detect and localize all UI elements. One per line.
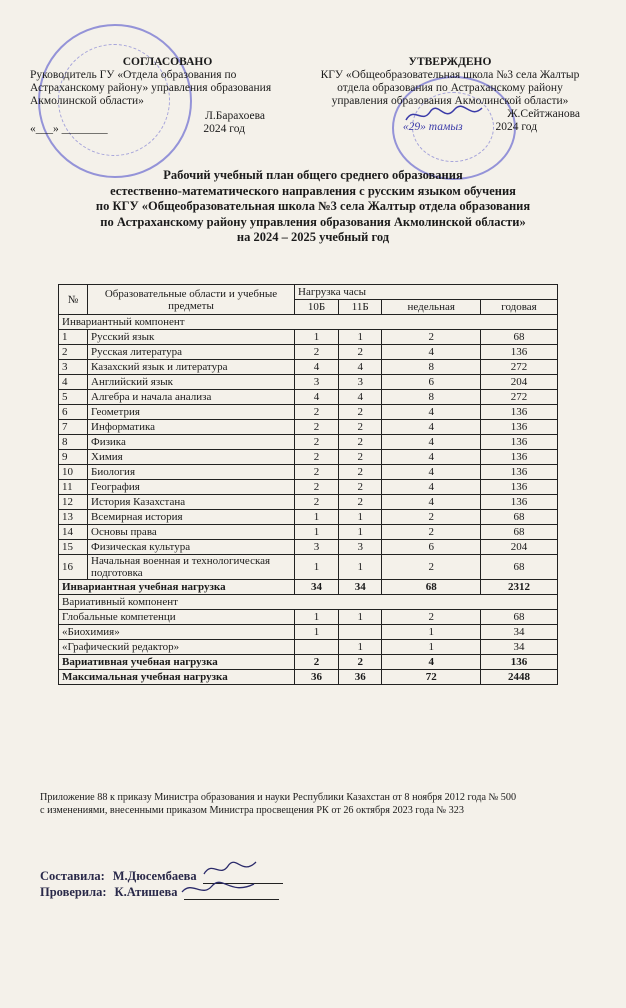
row-10b: 1	[295, 525, 339, 540]
table-row	[59, 375, 558, 390]
row-year: 136	[480, 465, 557, 480]
max-total-row-label: Максимальная учебная нагрузка	[59, 670, 295, 685]
approval-left-date: «___» ________	[30, 123, 108, 135]
row-week: 4	[382, 405, 481, 420]
approval-right-year: 2024 год	[495, 121, 538, 133]
invariant-total-row-c11: 34	[339, 580, 382, 595]
row-year: 136	[480, 420, 557, 435]
row-10b: 2	[295, 495, 339, 510]
row-subject: Физическая культура	[88, 540, 295, 555]
row-10b: 4	[295, 360, 339, 375]
row-number: 6	[59, 405, 88, 420]
table-row	[59, 435, 558, 450]
approval-left-line: Акмолинской области»	[30, 95, 144, 107]
row-11b: 4	[339, 390, 382, 405]
row-subject: Русская литература	[88, 345, 295, 360]
row-number: 3	[59, 360, 88, 375]
row-10b: 2	[295, 480, 339, 495]
row-year: 136	[480, 450, 557, 465]
row-week: 4	[382, 345, 481, 360]
row-10b: 3	[295, 540, 339, 555]
row-number: 4	[59, 375, 88, 390]
row-week: 4	[382, 480, 481, 495]
row-subject: Химия	[88, 450, 295, 465]
row-week: 4	[382, 495, 481, 510]
table-row	[59, 330, 558, 345]
table-row	[59, 345, 558, 360]
table-row	[59, 640, 558, 655]
row-year: 68	[480, 610, 557, 625]
row-subject: Русский язык	[88, 330, 295, 345]
row-c11: 1	[339, 610, 382, 625]
title-line: по КГУ «Общеобразовательная школа №3 села Жалтыр отдела образования	[95, 199, 531, 213]
row-10b: 1	[295, 510, 339, 525]
row-c10: 1	[295, 610, 339, 625]
row-week: 2	[382, 525, 481, 540]
variative-total-row-week: 4	[382, 655, 481, 670]
row-10b: 1	[295, 555, 339, 580]
row-c10	[295, 640, 339, 655]
row-10b: 2	[295, 420, 339, 435]
footnote	[40, 792, 600, 817]
composed-name: М.Дюсембаева	[112, 869, 197, 883]
row-year: 136	[480, 345, 557, 360]
approval-right-line: КГУ «Общеобразовательная школа №3 села Жалтыр	[320, 69, 580, 81]
row-number: 8	[59, 435, 88, 450]
row-year: 34	[480, 640, 557, 655]
curriculum-table	[58, 284, 558, 685]
table-row	[59, 540, 558, 555]
row-number: 2	[59, 345, 88, 360]
row-year: 204	[480, 375, 557, 390]
row-year: 68	[480, 525, 557, 540]
row-week: 6	[382, 375, 481, 390]
row-subject: Казахский язык и литература	[88, 360, 295, 375]
row-week: 4	[382, 420, 481, 435]
row-11b: 1	[339, 555, 382, 580]
row-year: 204	[480, 540, 557, 555]
variative-section	[59, 595, 558, 610]
row-c10: 1	[295, 625, 339, 640]
row-subject: Основы права	[88, 525, 295, 540]
approval-right-title: УТВЕРЖДЕНО	[408, 56, 492, 68]
row-year: 136	[480, 405, 557, 420]
row-subject: Физика	[88, 435, 295, 450]
row-subject: Геометрия	[88, 405, 295, 420]
title-line: на 2024 – 2025 учебный год	[236, 230, 390, 244]
row-subject: История Казахстана	[88, 495, 295, 510]
composed-signature-icon	[200, 856, 260, 880]
table-row	[59, 405, 558, 420]
approval-left-title: СОГЛАСОВАНО	[122, 56, 213, 68]
row-year: 68	[480, 510, 557, 525]
table-row	[59, 390, 558, 405]
row-10b: 1	[295, 330, 339, 345]
variative-total-row	[59, 655, 558, 670]
row-subject: Информатика	[88, 420, 295, 435]
approval-right-line: управления образования Акмолинской области»	[331, 95, 569, 107]
row-11b: 2	[339, 405, 382, 420]
row-year: 68	[480, 330, 557, 345]
table-row	[59, 465, 558, 480]
row-11b: 2	[339, 345, 382, 360]
row-11b: 2	[339, 465, 382, 480]
approval-left-line: Астраханскому району» управления образования	[30, 82, 272, 94]
checked-name: К.Атишева	[114, 885, 178, 899]
row-10b: 2	[295, 435, 339, 450]
row-c11: 1	[339, 640, 382, 655]
table-row	[59, 360, 558, 375]
row-c11	[339, 625, 382, 640]
row-year: 136	[480, 480, 557, 495]
approval-right-line: отдела образования по Астраханскому району	[337, 82, 563, 94]
row-10b: 2	[295, 405, 339, 420]
title-line: Рабочий учебный план общего среднего образования	[163, 168, 463, 182]
row-11b: 3	[339, 375, 382, 390]
row-week: 1	[382, 640, 481, 655]
row-11b: 2	[339, 450, 382, 465]
row-week: 2	[382, 555, 481, 580]
header-number: №	[59, 285, 88, 315]
header-col-year: годовая	[480, 300, 557, 315]
table-row	[59, 495, 558, 510]
variative-total-row-year: 136	[480, 655, 557, 670]
row-week: 6	[382, 540, 481, 555]
row-10b: 3	[295, 375, 339, 390]
footnote-line: с изменениями, внесенными приказом Министра просвещения РК от 26 октября 2023 года № 323	[40, 804, 464, 816]
invariant-total-row-c10: 34	[295, 580, 339, 595]
checked-label: Проверила:	[40, 885, 107, 899]
row-year: 136	[480, 435, 557, 450]
composed-label: Составила:	[40, 869, 105, 883]
row-subject: Биология	[88, 465, 295, 480]
row-11b: 2	[339, 420, 382, 435]
row-number: 13	[59, 510, 88, 525]
approval-left-signer: Л.Барахоева	[205, 110, 265, 122]
row-week: 8	[382, 390, 481, 405]
row-11b: 2	[339, 480, 382, 495]
row-subject: «Биохимия»	[59, 625, 295, 640]
row-11b: 4	[339, 360, 382, 375]
row-year: 136	[480, 495, 557, 510]
header-col-week: недельная	[382, 300, 481, 315]
row-number: 10	[59, 465, 88, 480]
invariant-total-row-week: 68	[382, 580, 481, 595]
table-row	[59, 625, 558, 640]
row-year: 68	[480, 555, 557, 580]
invariant-total-row	[59, 580, 558, 595]
row-week: 8	[382, 360, 481, 375]
max-total-row-year: 2448	[480, 670, 557, 685]
title-line: по Астраханскому району управления образования Акмолинской области»	[100, 214, 526, 229]
row-number: 12	[59, 495, 88, 510]
variative-total-row-c10: 2	[295, 655, 339, 670]
header-col-11b: 11Б	[339, 300, 382, 315]
row-year: 272	[480, 360, 557, 375]
row-number: 5	[59, 390, 88, 405]
approval-right-date: «29» тамыз	[402, 121, 463, 133]
row-number: 7	[59, 420, 88, 435]
row-11b: 3	[339, 540, 382, 555]
variative-section-title: Вариативный компонент	[59, 595, 558, 610]
approval-left-year: 2024 год	[203, 123, 245, 135]
row-year: 34	[480, 625, 557, 640]
max-total-row	[59, 670, 558, 685]
invariant-total-row-year: 2312	[480, 580, 557, 595]
max-total-row-week: 72	[382, 670, 481, 685]
row-11b: 2	[339, 495, 382, 510]
row-year: 272	[480, 390, 557, 405]
row-11b: 1	[339, 330, 382, 345]
checked-signature-icon	[178, 878, 258, 900]
row-subject: Начальная военная и технологическая подготовка	[88, 555, 295, 580]
title-line: естественно-математического направления с русским языком обучения	[110, 183, 516, 198]
approval-left-block	[30, 56, 305, 136]
row-week: 2	[382, 610, 481, 625]
row-10b: 2	[295, 345, 339, 360]
row-week: 4	[382, 435, 481, 450]
table-row	[59, 510, 558, 525]
row-10b: 4	[295, 390, 339, 405]
row-number: 15	[59, 540, 88, 555]
row-11b: 1	[339, 510, 382, 525]
row-week: 2	[382, 510, 481, 525]
approval-right-signer: Ж.Сейтжанова	[507, 108, 580, 120]
document-title	[40, 168, 586, 246]
max-total-row-c10: 36	[295, 670, 339, 685]
row-subject: География	[88, 480, 295, 495]
row-week: 1	[382, 625, 481, 640]
row-subject: Английский язык	[88, 375, 295, 390]
table-row	[59, 525, 558, 540]
invariant-total-row-label: Инвариантная учебная нагрузка	[59, 580, 295, 595]
row-subject: Алгебра и начала анализа	[88, 390, 295, 405]
header-subject: Образовательные области и учебные предметы	[88, 285, 295, 315]
row-11b: 1	[339, 525, 382, 540]
table-row	[59, 480, 558, 495]
row-11b: 2	[339, 435, 382, 450]
invariant-section-title: Инвариантный компонент	[59, 315, 558, 330]
row-number: 11	[59, 480, 88, 495]
right-signature-icon	[404, 104, 484, 126]
table-row	[59, 610, 558, 625]
row-number: 9	[59, 450, 88, 465]
row-subject: Всемирная история	[88, 510, 295, 525]
table-row	[59, 555, 558, 580]
row-number: 16	[59, 555, 88, 580]
variative-total-row-c11: 2	[339, 655, 382, 670]
header-col-10b: 10Б	[295, 300, 339, 315]
row-week: 4	[382, 465, 481, 480]
variative-total-row-label: Вариативная учебная нагрузка	[59, 655, 295, 670]
table-row	[59, 420, 558, 435]
approval-left-line: Руководитель ГУ «Отдела образования по	[30, 69, 237, 81]
row-10b: 2	[295, 465, 339, 480]
footnote-line: Приложение 88 к приказу Министра образования и науки Республики Казахстан от 8 ноября 2012 года № 500	[40, 792, 517, 803]
table-row	[59, 450, 558, 465]
row-week: 2	[382, 330, 481, 345]
row-subject: Глобальные компетенци	[59, 610, 295, 625]
row-week: 4	[382, 450, 481, 465]
row-number: 1	[59, 330, 88, 345]
max-total-row-c11: 36	[339, 670, 382, 685]
row-subject: «Графический редактор»	[59, 640, 295, 655]
header-load: Нагрузка часы	[295, 285, 558, 300]
row-number: 14	[59, 525, 88, 540]
row-10b: 2	[295, 450, 339, 465]
